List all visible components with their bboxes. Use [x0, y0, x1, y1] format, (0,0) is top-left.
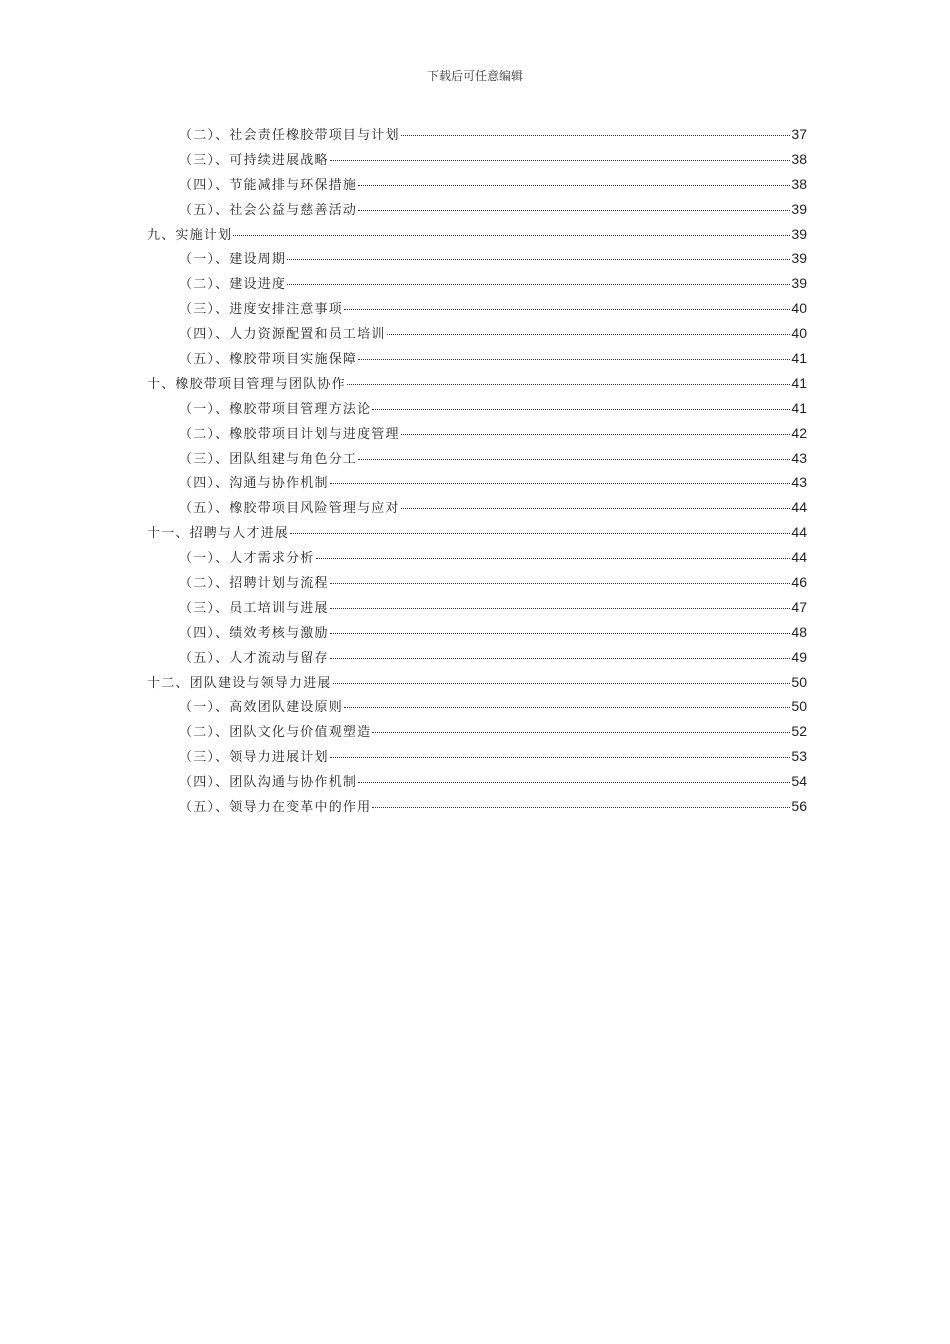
toc-entry-label: 十一、招聘与人才进展 [147, 526, 290, 542]
toc-section-entry[interactable] [147, 323, 807, 348]
toc-entry-label: （四）、绩效考核与激励 [179, 625, 329, 641]
toc-entry-label: （四）、节能减排与环保措施 [179, 177, 358, 193]
toc-page-number: 43 [791, 449, 807, 466]
toc-dot-leader [401, 135, 791, 136]
toc-entry-label: （一）、高效团队建设原则 [179, 700, 343, 716]
toc-entry-label: （三）、员工培训与进展 [179, 600, 329, 616]
toc-section-entry[interactable] [147, 174, 807, 199]
toc-chapter-entry[interactable] [147, 522, 807, 547]
toc-entry-label: （五）、人才流动与留存 [179, 650, 329, 666]
toc-entry-label: （二）、招聘计划与流程 [179, 576, 329, 592]
toc-page-number: 44 [791, 524, 807, 541]
toc-section-entry[interactable] [147, 721, 807, 746]
toc-section-entry[interactable] [147, 472, 807, 497]
toc-page-number: 50 [791, 698, 807, 715]
toc-entry-label: （三）、团队组建与角色分工 [179, 451, 358, 467]
toc-page-number: 37 [791, 126, 807, 142]
toc-dot-leader [358, 459, 790, 460]
toc-section-entry[interactable] [147, 597, 807, 622]
toc-section-entry[interactable] [147, 124, 807, 149]
toc-page-number: 44 [791, 549, 807, 566]
toc-section-entry[interactable] [147, 796, 807, 821]
toc-entry-label: 九、实施计划 [147, 227, 233, 243]
toc-page-number: 42 [791, 424, 807, 441]
toc-entry-label: （一）、人才需求分析 [179, 551, 315, 567]
toc-entry-label: 十二、团队建设与领导力进展 [147, 675, 332, 691]
toc-entry-label: （二）、橡胶带项目计划与进度管理 [179, 426, 400, 442]
toc-page-number: 44 [791, 499, 807, 516]
toc-dot-leader [290, 533, 790, 534]
toc-entry-label: （四）、团队沟通与协作机制 [179, 775, 358, 791]
toc-page-number: 48 [791, 623, 807, 640]
toc-dot-leader [387, 334, 791, 335]
toc-page-number: 54 [791, 773, 807, 790]
toc-page-number: 40 [791, 300, 807, 317]
toc-section-entry[interactable] [147, 273, 807, 298]
toc-dot-leader [330, 633, 791, 634]
toc-page-number: 46 [791, 574, 807, 591]
toc-dot-leader [333, 683, 791, 684]
toc-entry-label: （五）、橡胶带项目实施保障 [179, 352, 358, 368]
toc-page-number: 38 [791, 150, 807, 167]
toc-page-number: 47 [791, 598, 807, 615]
toc-section-entry[interactable] [147, 348, 807, 373]
toc-dot-leader [401, 434, 791, 435]
toc-entry-label: （三）、领导力进展计划 [179, 750, 329, 766]
toc-dot-leader [330, 608, 791, 609]
toc-page-number: 41 [791, 374, 807, 391]
toc-page-number: 40 [791, 325, 807, 342]
toc-entry-label: （四）、沟通与协作机制 [179, 476, 329, 492]
toc-dot-leader [330, 583, 791, 584]
toc-page-number: 41 [791, 350, 807, 367]
toc-dot-leader [330, 658, 791, 659]
toc-entry-label: （二）、团队文化与价值观塑造 [179, 725, 372, 741]
toc-dot-leader [330, 160, 791, 161]
table-of-contents [147, 124, 807, 821]
toc-page-number: 56 [791, 798, 807, 815]
toc-page-number: 41 [791, 399, 807, 416]
toc-chapter-entry[interactable] [147, 224, 807, 249]
toc-dot-leader [401, 508, 791, 509]
toc-entry-label: 十、橡胶带项目管理与团队协作 [147, 376, 346, 392]
toc-page-number: 38 [791, 175, 807, 192]
toc-page-number: 39 [791, 275, 807, 292]
toc-entry-label: （五）、社会公益与慈善活动 [179, 202, 358, 218]
toc-section-entry[interactable] [147, 398, 807, 423]
toc-dot-leader [287, 259, 790, 260]
toc-page-number: 49 [791, 648, 807, 665]
toc-dot-leader [372, 409, 790, 410]
toc-dot-leader [372, 732, 790, 733]
toc-dot-leader [330, 483, 791, 484]
toc-section-entry[interactable] [147, 696, 807, 721]
toc-entry-label: （四）、人力资源配置和员工培训 [179, 327, 386, 343]
toc-page-number: 39 [791, 250, 807, 267]
toc-entry-label: （二）、社会责任橡胶带项目与计划 [179, 128, 400, 143]
toc-section-entry[interactable] [147, 647, 807, 672]
toc-dot-leader [358, 782, 790, 783]
toc-section-entry[interactable] [147, 547, 807, 572]
toc-section-entry[interactable] [147, 298, 807, 323]
toc-page-number: 39 [791, 200, 807, 217]
toc-entry-label: （三）、可持续进展战略 [179, 152, 329, 168]
toc-section-entry[interactable] [147, 423, 807, 448]
toc-dot-leader [358, 359, 790, 360]
toc-entry-label: （二）、建设进度 [179, 277, 287, 293]
toc-section-entry[interactable] [147, 199, 807, 224]
toc-page-number: 50 [791, 673, 807, 690]
toc-section-entry[interactable] [147, 149, 807, 174]
toc-dot-leader [358, 210, 790, 211]
toc-entry-label: （一）、建设周期 [179, 252, 287, 268]
toc-chapter-entry[interactable] [147, 373, 807, 398]
toc-entry-label: （三）、进度安排注意事项 [179, 302, 343, 318]
toc-section-entry[interactable] [147, 448, 807, 473]
toc-page-number: 43 [791, 474, 807, 491]
toc-section-entry[interactable] [147, 497, 807, 522]
toc-page-number: 52 [791, 723, 807, 740]
toc-entry-label: （五）、橡胶带项目风险管理与应对 [179, 501, 400, 517]
toc-dot-leader [344, 309, 791, 310]
toc-dot-leader [233, 235, 790, 236]
toc-section-entry[interactable] [147, 248, 807, 273]
toc-page-number: 39 [791, 225, 807, 242]
toc-section-entry[interactable] [147, 771, 807, 796]
page-header: 下载后可任意编辑 [426, 69, 523, 83]
toc-chapter-entry[interactable] [147, 672, 807, 697]
toc-section-entry[interactable] [147, 622, 807, 647]
toc-dot-leader [347, 384, 791, 385]
toc-page-number: 53 [791, 748, 807, 765]
toc-dot-leader [330, 757, 791, 758]
toc-section-entry[interactable] [147, 746, 807, 771]
toc-dot-leader [316, 558, 791, 559]
toc-dot-leader [344, 707, 791, 708]
toc-dot-leader [287, 284, 790, 285]
toc-dot-leader [372, 807, 790, 808]
toc-entry-label: （一）、橡胶带项目管理方法论 [179, 401, 372, 417]
toc-section-entry[interactable] [147, 572, 807, 597]
toc-entry-label: （五）、领导力在变革中的作用 [179, 800, 372, 816]
toc-dot-leader [358, 185, 790, 186]
